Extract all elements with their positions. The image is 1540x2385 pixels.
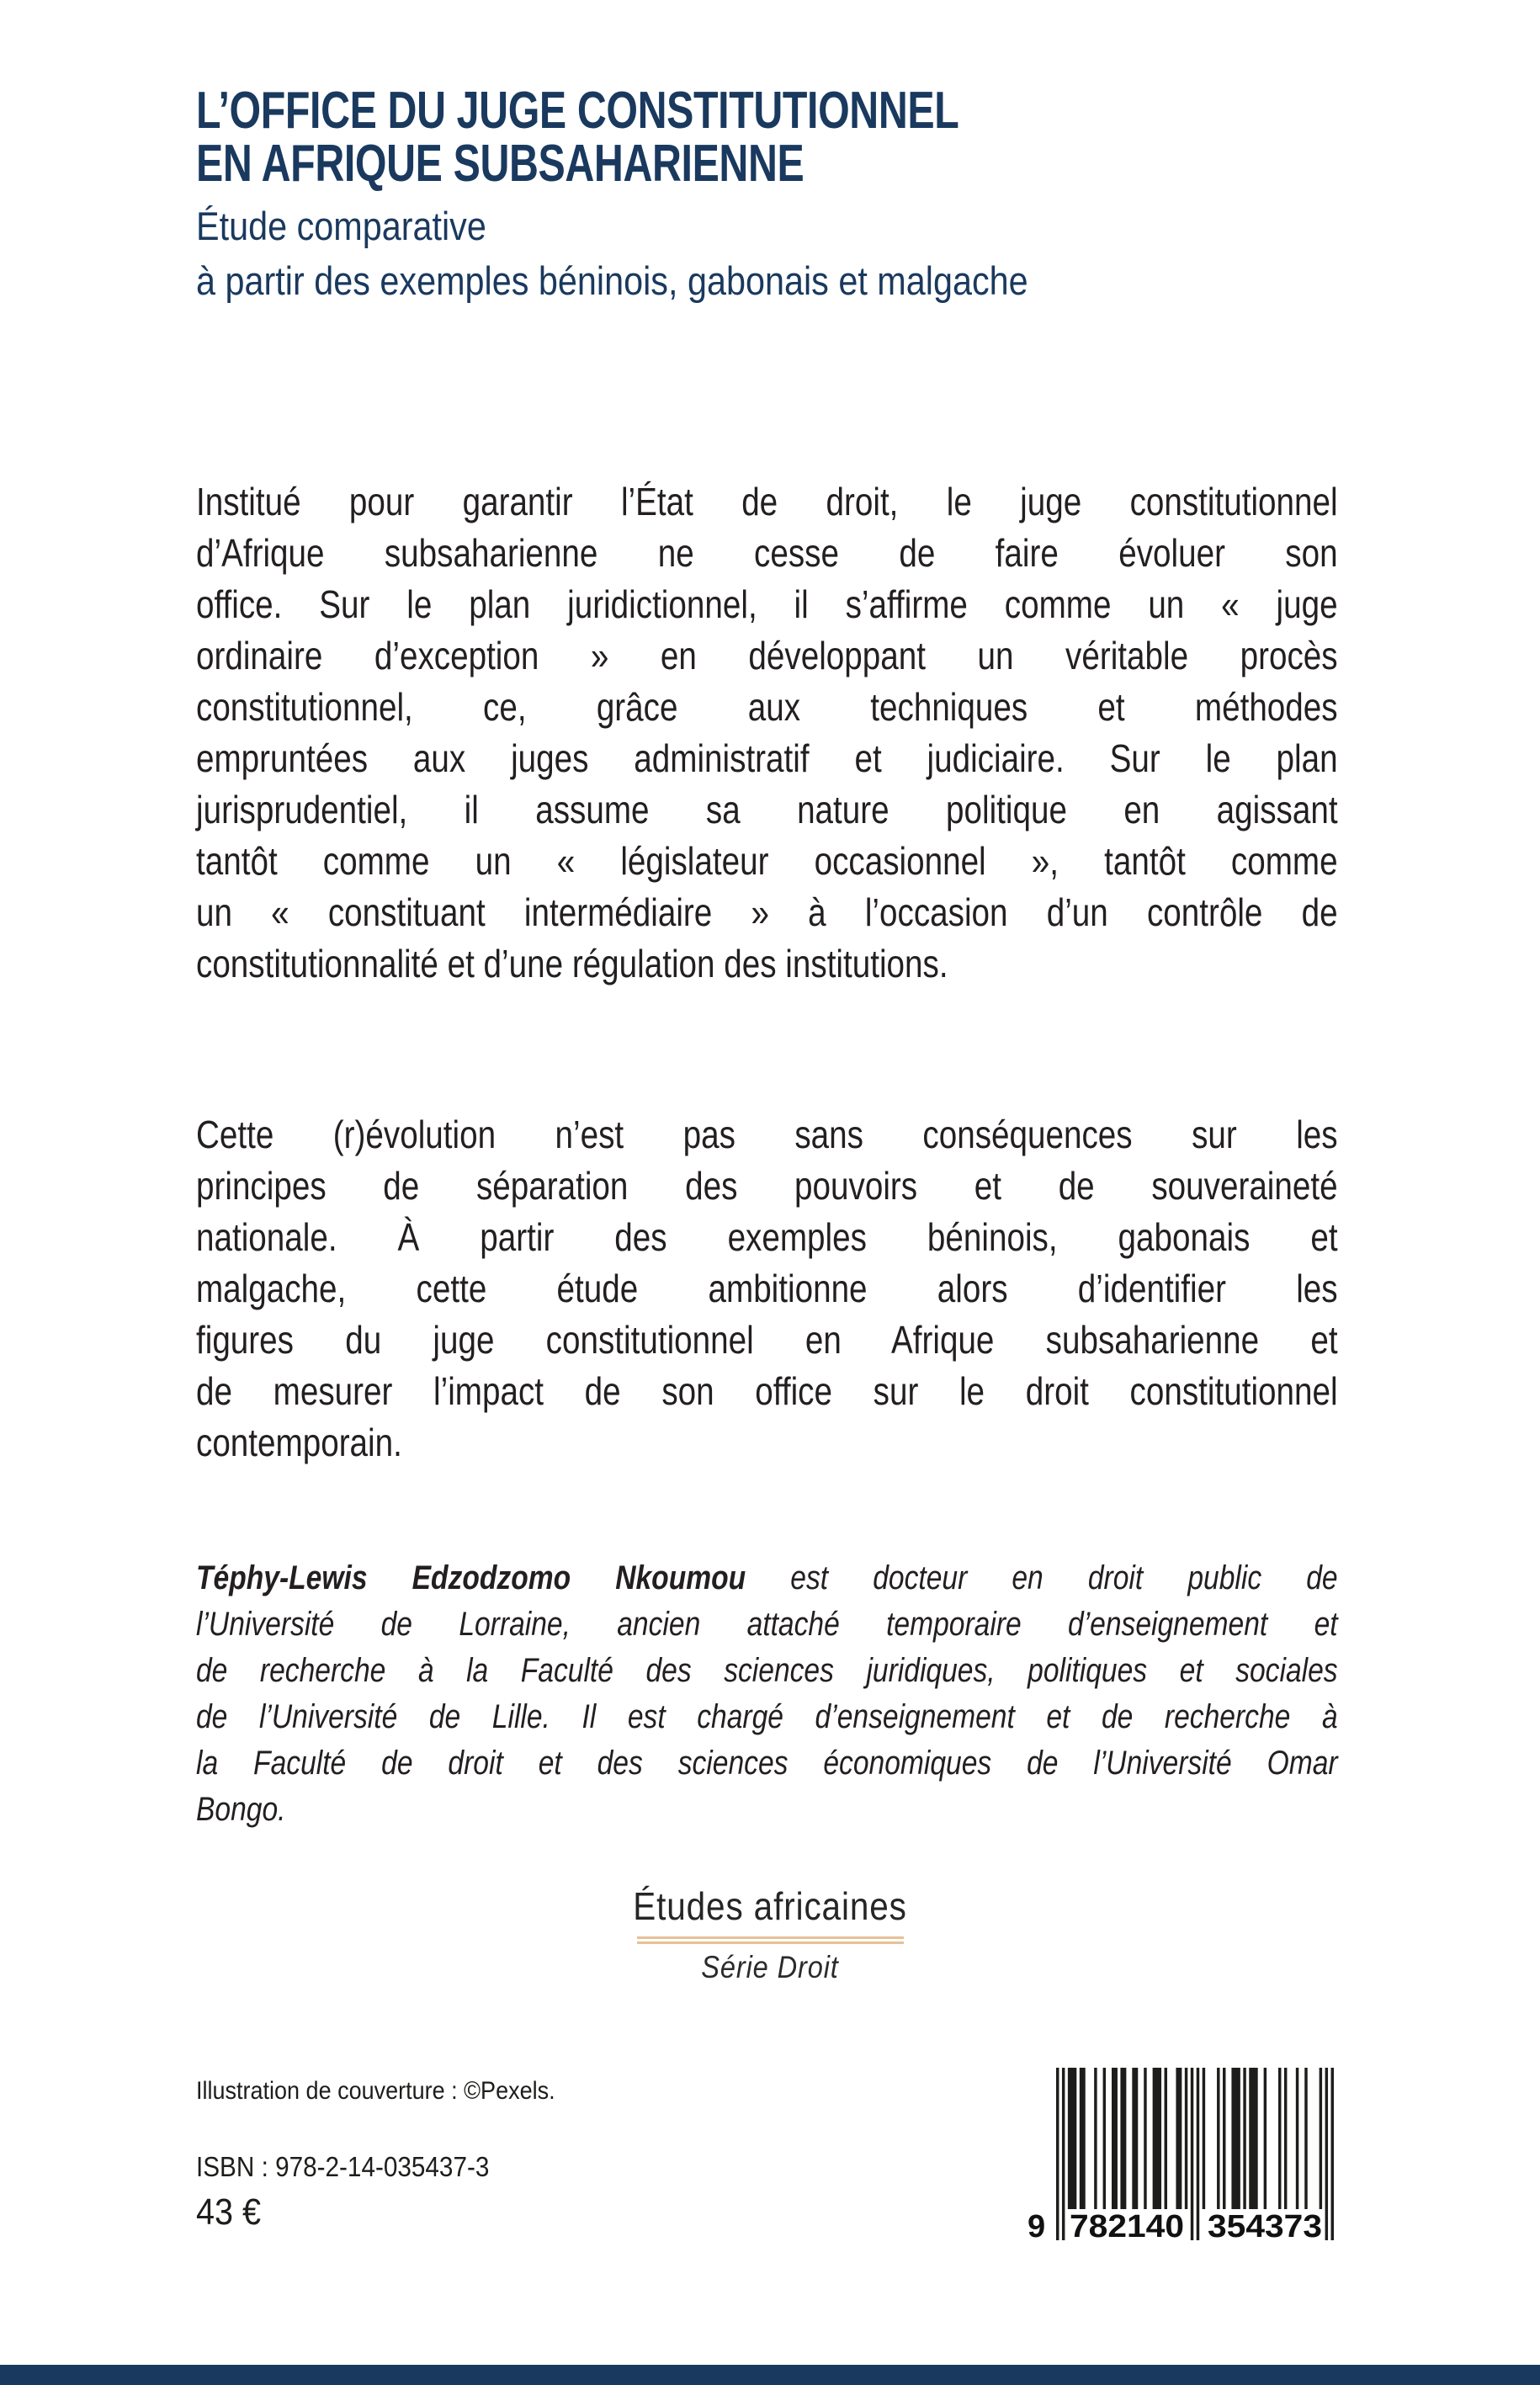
bio-line — [196, 1555, 1338, 1602]
synopsis-line: malgache, cette étude ambitionne alors d’identifier les — [196, 1267, 1338, 1310]
synopsis-line: nationale. À partir des exemples béninois, gabonais et — [196, 1215, 1338, 1259]
svg-text:9: 9 — [1028, 2209, 1046, 2240]
synopsis-line: Institué pour garantir l’État de droit, le juge constitutionnel — [196, 480, 1338, 523]
ean13-barcode — [1022, 2068, 1342, 2240]
synopsis-line: ordinaire d’exception » en développant un véritable procès — [196, 634, 1338, 677]
synopsis-line: figures du juge constitutionnel en Afrique subsaharienne et — [196, 1318, 1338, 1362]
rule-line-bottom — [637, 1941, 904, 1944]
ean13-barcode-svg — [1022, 2068, 1342, 2240]
collection-double-rule — [637, 1936, 904, 1944]
book-subtitle-line-1: Étude comparative — [196, 204, 486, 248]
svg-text:354373: 354373 — [1208, 2209, 1322, 2240]
synopsis-line: empruntées aux juges administratif et judiciaire. Sur le plan — [196, 736, 1338, 780]
bio-line: de l’Université de Lille. Il est chargé d’enseignement et de recherche à — [196, 1698, 1338, 1735]
book-title-line-1: L’OFFICE DU JUGE CONSTITUTIONNEL — [196, 82, 959, 140]
synopsis-paragraph-1 — [196, 476, 1338, 990]
synopsis-line: principes de séparation des pouvoirs et de souveraineté — [196, 1164, 1338, 1208]
synopsis-line: contemporain. — [196, 1421, 402, 1464]
svg-text:782140: 782140 — [1070, 2209, 1184, 2240]
isbn-text: ISBN : 978-2-14-035437-3 — [196, 2151, 490, 2182]
synopsis-line: un « constituant intermédiaire » à l’occasion d’un contrôle de — [196, 890, 1338, 934]
bio-line: la Faculté de droit et des sciences économiques de l’Université Omar — [196, 1745, 1338, 1782]
price-text: 43 € — [196, 2191, 262, 2233]
bio-line: l’Université de Lorraine, ancien attaché temporaire d’enseignement et — [196, 1606, 1338, 1643]
synopsis-line: office. Sur le plan juridictionnel, il s’affirme comme un « juge — [196, 582, 1338, 626]
synopsis-line: tantôt comme un « législateur occasionnel », tantôt comme — [196, 839, 1338, 883]
synopsis-paragraph-2 — [196, 1109, 1338, 1469]
bottom-color-band — [0, 2365, 1540, 2385]
book-title-line-2: EN AFRIQUE SUBSAHARIENNE — [196, 135, 805, 193]
series-name: Série Droit — [701, 1950, 839, 1984]
book-subtitle — [196, 199, 1028, 308]
bio-line-text: est docteur en droit public de — [746, 1559, 1338, 1596]
bio-line: de recherche à la Faculté des sciences juridiques, politiques et sociales — [196, 1652, 1338, 1689]
author-name: Téphy-Lewis Edzodzomo Nkoumou — [196, 1559, 746, 1596]
synopsis-line: d’Afrique subsaharienne ne cesse de faire évoluer son — [196, 531, 1338, 575]
synopsis-line: constitutionnel, ce, grâce aux techniques et méthodes — [196, 685, 1338, 729]
author-bio — [196, 1555, 1338, 1833]
synopsis-line: constitutionnalité et d’une régulation des institutions. — [196, 942, 948, 985]
cover-credit: Illustration de couverture : ©Pexels. — [196, 2077, 555, 2105]
book-subtitle-line-2: à partir des exemples béninois, gabonais et malgache — [196, 258, 1028, 303]
collection-name: Études africaines — [633, 1884, 907, 1928]
synopsis-line: de mesurer l’impact de son office sur le droit constitutionnel — [196, 1369, 1338, 1413]
book-title — [196, 82, 959, 193]
synopsis-line: jurisprudentiel, il assume sa nature politique en agissant — [196, 788, 1338, 831]
synopsis-line: Cette (r)évolution n’est pas sans conséquences sur les — [196, 1113, 1338, 1156]
bio-line: Bongo. — [196, 1791, 286, 1828]
